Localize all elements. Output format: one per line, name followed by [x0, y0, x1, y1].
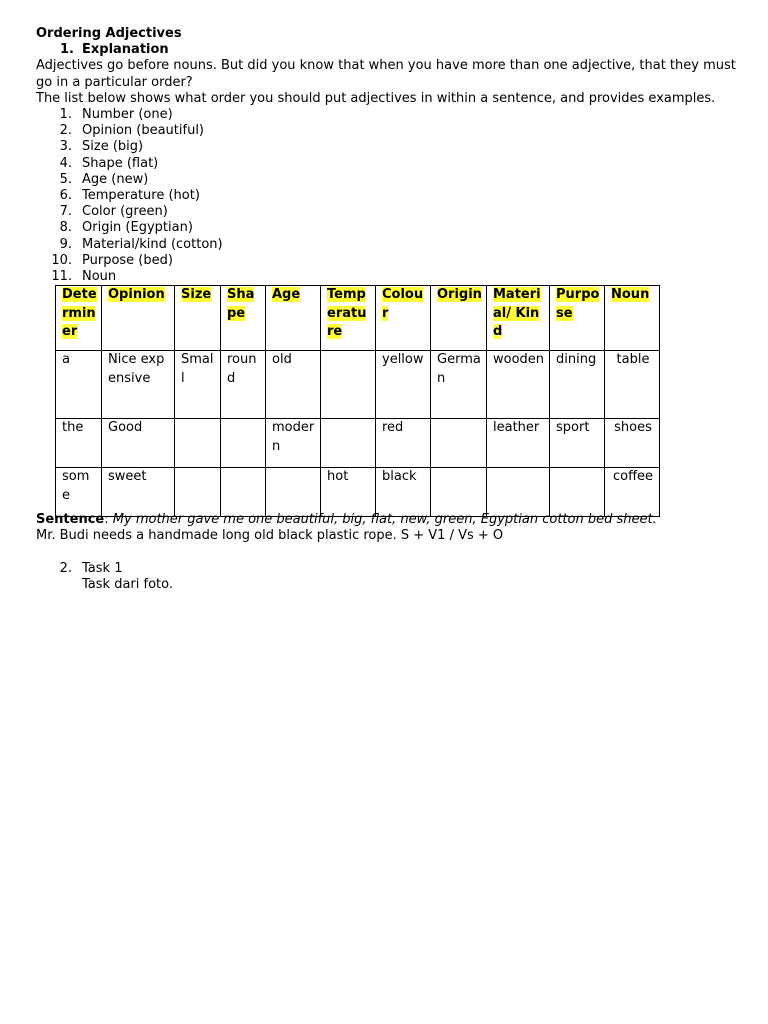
list-item — [36, 220, 736, 236]
list-text: Size (big) — [82, 139, 144, 155]
section-number: 2. — [59, 560, 72, 576]
list-number: 3. — [59, 139, 72, 155]
column-header-size: Size — [175, 286, 221, 351]
table-cell — [221, 468, 266, 517]
table-cell — [321, 419, 376, 468]
table-cell — [431, 468, 487, 517]
column-header-opinion: Opinion — [102, 286, 175, 351]
table-cell: sweet — [102, 468, 175, 517]
table-cell: table — [605, 351, 660, 419]
adjective-order-list — [36, 107, 736, 285]
column-header-determiner: Determiner — [56, 286, 102, 351]
table-cell: German — [431, 351, 487, 419]
adjective-order-table — [55, 285, 660, 517]
table-cell: sport — [550, 419, 605, 468]
list-text: Age (new) — [82, 171, 149, 187]
table-cell: black — [376, 468, 431, 517]
sentence-example — [36, 512, 736, 528]
table-cell: modern — [266, 419, 321, 468]
list-item — [36, 123, 736, 139]
column-header-shape: Shape — [221, 286, 266, 351]
table-cell: Good — [102, 419, 175, 468]
task-list — [36, 561, 736, 593]
list-number: 8. — [59, 220, 72, 236]
table-cell: hot — [321, 468, 376, 517]
column-header-purpose: Purpose — [550, 286, 605, 351]
list-text: Opinion (beautiful) — [82, 123, 205, 139]
list-text: Material/kind (cotton) — [82, 236, 223, 252]
table-cell — [221, 419, 266, 468]
list-text: Temperature (hot) — [82, 188, 200, 204]
list-number: 9. — [59, 236, 72, 252]
example-sentence-2: Mr. Budi needs a handmade long old black plastic rope. S + V1 / Vs + O — [36, 528, 504, 544]
list-item — [36, 237, 736, 253]
list-number: 5. — [59, 171, 72, 187]
table-cell — [487, 468, 550, 517]
task-body: Task dari foto. — [82, 576, 173, 592]
document-body — [36, 26, 736, 503]
list-item — [36, 156, 736, 172]
table-cell — [175, 419, 221, 468]
list-number: 4. — [59, 155, 72, 171]
table-cell: round — [221, 351, 266, 419]
sentence-colon: : — [104, 512, 109, 527]
table-cell: red — [376, 419, 431, 468]
column-header-origin: Origin — [431, 286, 487, 351]
table-cell — [175, 468, 221, 517]
table-cell: Small — [175, 351, 221, 419]
table-row — [56, 351, 660, 419]
table-cell: yellow — [376, 351, 431, 419]
list-item — [36, 107, 736, 123]
table-row — [56, 468, 660, 517]
list-item — [36, 561, 736, 577]
section-number: 1. — [60, 42, 74, 58]
task-heading: Task 1 — [82, 560, 123, 576]
list-text: Origin (Egyptian) — [82, 220, 193, 236]
list-number: 2. — [59, 123, 72, 139]
table-cell — [550, 468, 605, 517]
list-item — [36, 139, 736, 155]
list-text: Color (green) — [82, 204, 168, 220]
table-cell: a — [56, 351, 102, 419]
column-header-noun: Noun — [605, 286, 660, 351]
table-cell: leather — [487, 419, 550, 468]
table-cell — [431, 419, 487, 468]
list-number: 11. — [51, 269, 72, 285]
examples-section — [36, 512, 736, 593]
column-header-age: Age — [266, 286, 321, 351]
column-header-colour: Colour — [376, 286, 431, 351]
table-cell: the — [56, 419, 102, 468]
section-heading-explanation — [36, 42, 736, 58]
list-item — [36, 204, 736, 220]
table-cell — [321, 351, 376, 419]
table-cell: some — [56, 468, 102, 517]
table-cell — [266, 468, 321, 517]
list-item — [36, 577, 736, 593]
table-header-row — [56, 286, 660, 351]
column-header-material: Material/ Kind — [487, 286, 550, 351]
list-text: Number (one) — [82, 107, 173, 123]
list-text: Noun — [82, 269, 117, 285]
sentence-text: My mother gave me one beautiful, big, flat, new, green, Egyptian cotton bed sheet. — [112, 512, 657, 527]
table-cell: coffee — [605, 468, 660, 517]
list-item — [36, 269, 736, 285]
list-number: 7. — [59, 204, 72, 220]
section-title: Explanation — [82, 42, 169, 58]
document-title: Ordering Adjectives — [36, 26, 182, 41]
spacer — [36, 544, 736, 560]
sentence-label: Sentence — [36, 512, 105, 527]
list-item — [36, 253, 736, 269]
column-header-temperature: Temperature — [321, 286, 376, 351]
list-item — [36, 188, 736, 204]
list-number: 1. — [59, 107, 72, 123]
table-cell: dining — [550, 351, 605, 419]
table-cell: wooden — [487, 351, 550, 419]
intro-paragraph-1: Adjectives go before nouns. But did you know that when you have more than one adjective, that they must go in a particular order? — [36, 58, 736, 90]
list-item — [36, 172, 736, 188]
list-text: Purpose (bed) — [82, 252, 173, 268]
list-text: Shape (flat) — [82, 155, 159, 171]
intro-paragraph-2: The list below shows what order you should put adjectives in within a sentence, and provides examples. — [36, 90, 716, 106]
table-cell: old — [266, 351, 321, 419]
table-cell: Nice expensive — [102, 351, 175, 419]
table-cell: shoes — [605, 419, 660, 468]
list-number: 10. — [51, 252, 72, 268]
table-row — [56, 419, 660, 468]
list-number: 6. — [59, 188, 72, 204]
